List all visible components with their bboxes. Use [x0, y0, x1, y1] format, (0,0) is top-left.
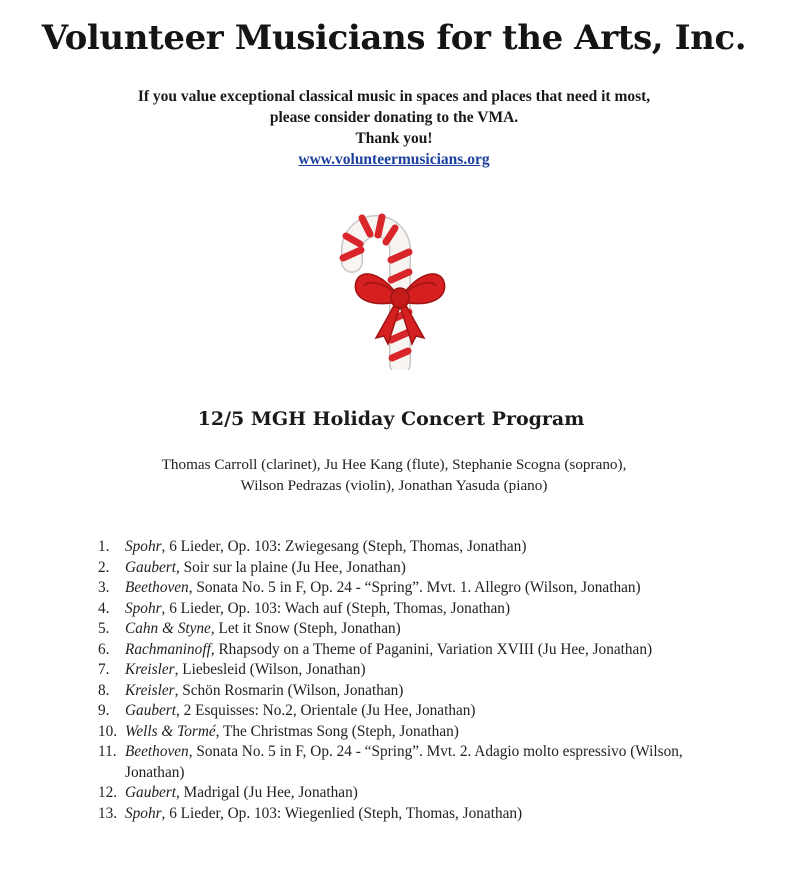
item-number: 4.	[98, 599, 110, 617]
piece: , Let it Snow (Steph, Jonathan)	[210, 620, 401, 637]
item-number: 3.	[98, 579, 110, 596]
item-number: 10.	[98, 722, 118, 740]
composer: Wells & Tormé	[125, 722, 216, 740]
piece: , Sonata No. 5 in F, Op. 24 - “Spring”. Mvt. 1. Allegro (Wilson, Jonathan)	[188, 579, 641, 596]
item-entry	[125, 722, 688, 743]
program-item	[98, 558, 688, 579]
program-item	[98, 578, 688, 599]
composer: Gaubert	[125, 784, 176, 801]
composer: Spohr	[125, 538, 162, 555]
item-number: 5.	[98, 620, 110, 637]
item-number: 13.	[98, 804, 118, 822]
piece: , Madrigal (Ju Hee, Jonathan)	[176, 784, 358, 801]
performers-list	[0, 454, 788, 496]
item-entry	[125, 537, 688, 558]
item-number: 2.	[98, 558, 110, 576]
composer: Kreisler	[125, 681, 175, 699]
item-entry	[125, 783, 688, 804]
program-item	[98, 701, 688, 722]
item-number: 7.	[98, 661, 110, 678]
composer: Beethoven	[125, 579, 189, 596]
piece: , Schön Rosmarin (Wilson, Jonathan)	[174, 681, 404, 699]
composer: Kreisler	[125, 661, 175, 678]
composer: Cahn & Styne	[125, 620, 211, 637]
piece: , 2 Esquisses: No.2, Orientale (Ju Hee, Jonathan)	[176, 702, 476, 719]
program-item	[98, 722, 688, 743]
item-entry	[125, 742, 688, 783]
item-entry	[125, 681, 688, 702]
item-entry	[125, 701, 688, 722]
item-number: 6.	[98, 640, 110, 658]
piece: , Liebesleid (Wilson, Jonathan)	[174, 661, 366, 678]
program-title: 12/5 MGH Holiday Concert Program	[197, 408, 585, 430]
program-item	[98, 681, 688, 702]
item-entry	[125, 578, 688, 599]
piece: , 6 Lieder, Op. 103: Wach auf (Steph, Thomas, Jonathan)	[161, 599, 511, 617]
program-item	[98, 742, 688, 783]
program-item	[98, 619, 688, 640]
item-number: 9.	[98, 702, 110, 719]
appeal-line-1: If you value exceptional classical music in spaces and places that need it most,	[137, 88, 651, 105]
composer: Spohr	[125, 599, 162, 617]
piece: , The Christmas Song (Steph, Jonathan)	[215, 722, 459, 740]
item-number: 11.	[98, 743, 117, 760]
program-item	[98, 599, 688, 620]
program-item	[98, 537, 688, 558]
website-link[interactable]: www.volunteermusicians.org	[298, 151, 490, 168]
item-number: 12.	[98, 784, 118, 801]
appeal-line-2: please consider donating to the VMA.	[269, 109, 519, 126]
piece: , 6 Lieder, Op. 103: Zwiegesang (Steph, Thomas, Jonathan)	[161, 538, 527, 555]
thank-you-text: Thank you!	[355, 130, 433, 147]
donation-appeal	[0, 86, 788, 170]
composer: Rachmaninoff	[125, 640, 211, 658]
item-entry	[125, 558, 688, 579]
composer: Spohr	[125, 804, 162, 822]
piece: , Soir sur la plaine (Ju Hee, Jonathan)	[176, 558, 406, 576]
item-entry	[125, 640, 688, 661]
composer: Gaubert	[125, 702, 176, 719]
performers-line-2: Wilson Pedrazas (violin), Jonathan Yasuda (piano)	[240, 477, 548, 494]
program-list	[98, 537, 688, 824]
candy-cane-with-red-bow-icon	[332, 198, 452, 370]
program-item	[98, 804, 688, 825]
item-entry	[125, 804, 688, 825]
item-entry	[125, 599, 688, 620]
piece: , Sonata No. 5 in F, Op. 24 - “Spring”. Mvt. 2. Adagio molto espressivo (Wilson, Jonathan)	[125, 743, 683, 781]
composer: Gaubert	[125, 558, 176, 576]
composer: Beethoven	[125, 743, 189, 760]
item-entry	[125, 619, 688, 640]
piece: , 6 Lieder, Op. 103: Wiegenlied (Steph, Thomas, Jonathan)	[161, 804, 523, 822]
item-entry	[125, 660, 688, 681]
program-item	[98, 640, 688, 661]
piece: , Rhapsody on a Theme of Paganini, Variation XVIII (Ju Hee, Jonathan)	[210, 640, 653, 658]
item-number: 1.	[98, 538, 110, 555]
program-item	[98, 660, 688, 681]
program-item	[98, 783, 688, 804]
organization-title: Volunteer Musicians for the Arts, Inc.	[41, 18, 747, 58]
performers-line-1: Thomas Carroll (clarinet), Ju Hee Kang (flute), Stephanie Scogna (soprano),	[161, 456, 627, 473]
item-number: 8.	[98, 681, 110, 699]
